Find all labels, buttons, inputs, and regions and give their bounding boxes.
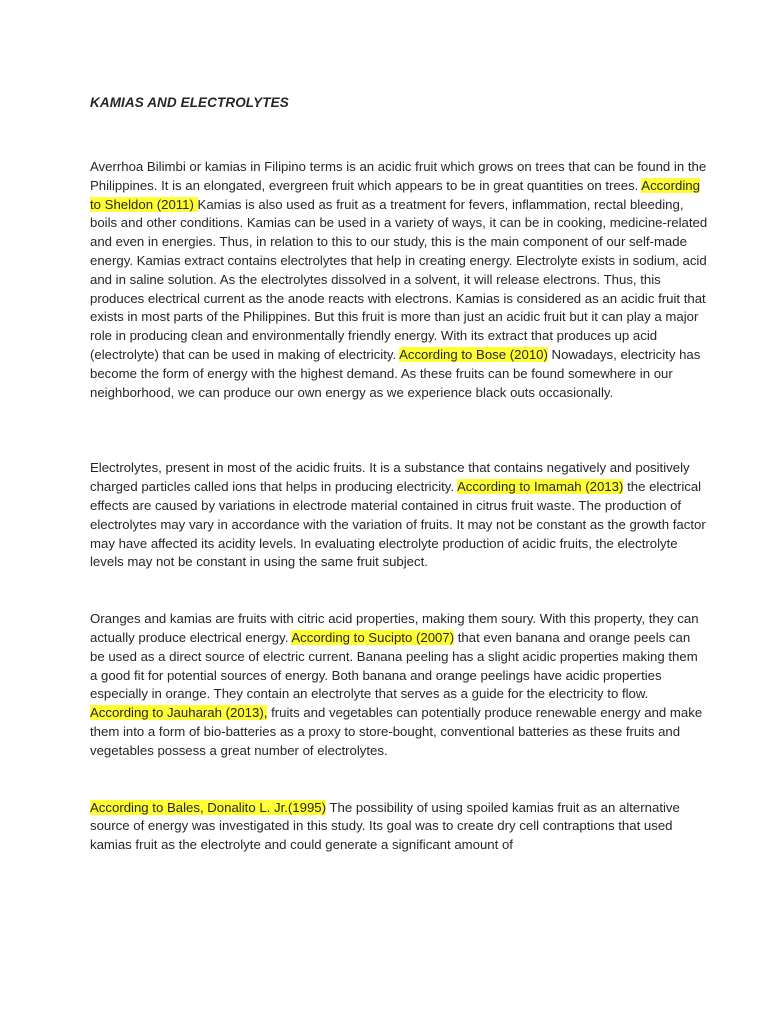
paragraph-electrolytes (90, 459, 708, 572)
document-title: KAMIAS AND ELECTROLYTES (90, 95, 289, 110)
paragraph-text: Electrolytes, present in most of the acidic fruits. It is a substance that contains negatively and positively charged particles called ions that helps in producing electricity. (90, 460, 690, 495)
paragraph-text: The possibility of using spoiled kamias fruit as an alternative source of energy was investigated in this study. Its goal was to create dry cell contraptions that used kamias fruit as the electrolyte and could generate a significant amount of (90, 799, 680, 853)
citation-highlight: According to Bales, Donalito L. Jr.(1995) (90, 799, 327, 815)
paragraph-oranges-kamias (90, 610, 708, 760)
paragraph-text: the electrical effects are caused by variations in electrode material contained in citrus fruit waste. The production of electrolytes may vary in accordance with the variation of fruits. It may not be constant as the growth factor may have affected its acidity levels. In evaluating electrolyte production of acidic fruits, the electrolyte levels may not be constant in using the same fruit subject. (90, 479, 706, 570)
paragraph-kamias-intro (90, 158, 708, 402)
paragraph-text: fruits and vegetables can potentially produce renewable energy and make them into a form of bio-batteries as a proxy to store-bought, conventional batteries as these fruits and vegetables possess a great number of electrolytes. (90, 705, 703, 758)
citation-highlight: According to Sheldon (2011) (90, 177, 700, 212)
paragraph-text: that even banana and orange peels can be used as a direct source of electric current. Banana peeling has a slight acidic properties making them a good fit for potential sources of energy. Both banana and orange peelings have acidic properties especially in orange. They contain an electrolyte that serves as a guide for the electricity to flow. (90, 629, 698, 702)
citation-highlight: According to Sucipto (2007) (291, 629, 455, 645)
citation-highlight: According to Imamah (2013) (457, 479, 624, 495)
paragraph-text: Nowadays, electricity has become the form of energy with the highest demand. As these fruits can be found somewhere in our neighborhood, we can produce our own energy as we experience black outs occasionally. (90, 346, 701, 400)
paragraph-text: Oranges and kamias are fruits with citric acid properties, making them soury. With this property, they can actually produce electrical energy. (90, 611, 699, 645)
paragraph-text: Averrhoa Bilimbi or kamias in Filipino terms is an acidic fruit which grows on trees that can be found in the Philippines. It is an elongated, evergreen fruit which appears to be in great quantities on trees. (90, 159, 707, 193)
citation-highlight: According to Bose (2010) (399, 346, 548, 362)
paragraph-text: Kamias is also used as fruit as a treatment for fevers, inflammation, rectal bleeding, boils and other conditions. Kamias can be used in a variety of ways, it can be in cooking, medicine-related and even in energies. Thus, in relation to this to our study, this is the main component of our self-made energy. Kamias extract contains electrolytes that help in creating energy. Electrolyte exists in sodium, acid and in saline solution. As the electrolytes dissolved in a solvent, it will release electrons. Thus, this produces electrical current as the anode reacts with electrons. Kamias is considered as an acidic fruit that exists in most parts of the Philippines. But this fruit is more than just an acidic fruit but it can play a major role in producing clean and environmentally friendly energy. With its extract that produces up acid (electrolyte) that can be used in making of electricity. (90, 196, 708, 362)
citation-highlight: According to Jauharah (2013), (90, 705, 268, 721)
paragraph-bales-study (90, 799, 708, 855)
